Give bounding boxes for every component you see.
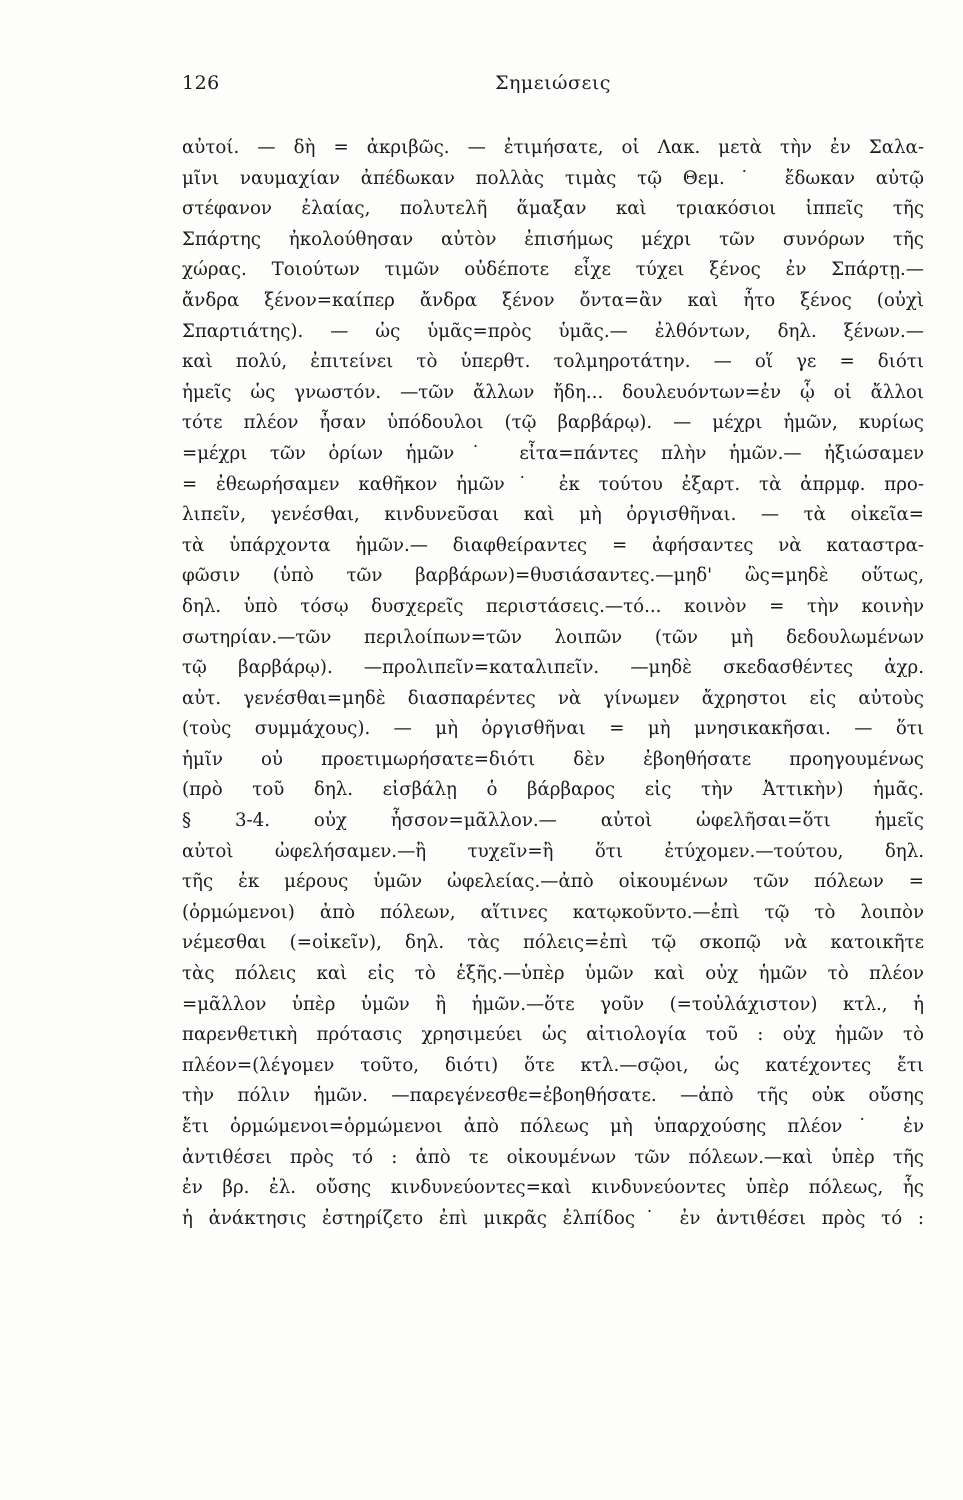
text-line: καὶ πολύ, ἐπιτείνει τὸ ὑπερθτ. τολμηροτάτην. — οἵ γε = διότι (182, 351, 924, 373)
text-line: λιπεῖν, γενέσθαι, κινδυνεῦσαι καὶ μὴ ὀργισθῆναι. — τὰ οἰκεῖα= (182, 504, 924, 526)
text-line: ἀντιθέσει πρὸς τό : ἀπὸ τε οἰκουμένων τῶν πόλεων.—καὶ ὑπὲρ τῆς (182, 1146, 924, 1168)
text-line: πλέον=(λέγομεν τοῦτο, διότι) ὅτε κτλ.—σῷοι, ὡς κατέχοντες ἔτι (182, 1054, 924, 1076)
text-line: νέμεσθαι (=οἰκεῖν), δηλ. τὰς πόλεις=ἐπὶ τῷ σκοπῷ νὰ κατοικῆτε (182, 932, 924, 954)
page-number: 126 (182, 72, 220, 94)
text-line: ἡμῖν οὐ προετιμωρήσατε=διότι δὲν ἐβοηθήσατε προηγουμένως (182, 748, 924, 770)
text-line: φῶσιν (ὑπὸ τῶν βαρβάρων)=θυσιάσαντες.—μηδ' ὣς=μηδὲ οὕτως, (182, 565, 924, 587)
text-line: Σπαρτιάτης). — ὡς ὑμᾶς=πρὸς ὑμᾶς.— ἐλθόντων, δηλ. ξένων.— (182, 320, 924, 342)
text-line: = ἐθεωρήσαμεν καθῆκον ἡμῶν˙ ἐκ τούτου ἐξαρτ. τὰ ἀπρμφ. προ- (182, 473, 924, 495)
text-line: μῖνι ναυμαχίαν ἀπέδωκαν πολλὰς τιμὰς τῷ Θεμ.˙ ἔδωκαν αὐτῷ (182, 167, 924, 189)
text-line: ἄνδρα ξένον=καίπερ ἄνδρα ξένον ὄντα=ἂν καὶ ἦτο ξένος (οὐχὶ (182, 289, 924, 311)
text-line: (τοὺς συμμάχους). — μὴ ὀργισθῆναι = μὴ μνησικακῆσαι. — ὅτι (182, 718, 924, 740)
text-line: τὴν πόλιν ἡμῶν. —παρεγένεσθε=ἐβοηθήσατε. —ἀπὸ τῆς οὐκ οὔσης (182, 1085, 924, 1107)
text-line: τῷ βαρβάρῳ). —προλιπεῖν=καταλιπεῖν. —μηδὲ σκεδασθέντες ἀχρ. (182, 657, 924, 679)
notes-body (182, 133, 924, 1234)
text-line: τῆς ἐκ μέρους ὑμῶν ὠφελείας.—ἀπὸ οἰκουμένων τῶν πόλεων = (182, 871, 924, 893)
text-line: αὐτοί. — δὴ = ἀκριβῶς. — ἐτιμήσατε, οἱ Λακ. μετὰ τὴν ἐν Σαλα- (182, 137, 924, 158)
text-line: ἔτι ὁρμώμενοι=ὁρμώμενοι ἀπὸ πόλεως μὴ ὑπαρχούσης πλέον˙ ἐν (182, 1116, 924, 1137)
text-line: ἡμεῖς ὡς γνωστόν. —τῶν ἄλλων ἤδη... δουλευόντων=ἐν ᾧ οἱ ἄλλοι (182, 381, 924, 403)
text-line: τὰς πόλεις καὶ εἰς τὸ ἑξῆς.—ὑπὲρ ὑμῶν καὶ οὐχ ἡμῶν τὸ πλέον (182, 963, 924, 985)
text-line: (πρὸ τοῦ δηλ. εἰσβάλῃ ὁ βάρβαρος εἰς τὴν Ἀττικὴν) ἡμᾶς. (182, 779, 924, 801)
text-line: χώρας. Τοιούτων τιμῶν οὐδέποτε εἶχε τύχει ξένος ἐν Σπάρτῃ.— (182, 259, 924, 281)
text-line: Σπάρτης ἠκολούθησαν αὐτὸν ἐπισήμως μέχρι τῶν συνόρων τῆς (182, 228, 924, 250)
text-line: τότε πλέον ἦσαν ὑπόδουλοι (τῷ βαρβάρῳ). — μέχρι ἡμῶν, κυρίως (182, 412, 924, 434)
text-line: =μέχρι τῶν ὁρίων ἡμῶν˙ εἶτα=πάντες πλὴν ἡμῶν.— ἠξιώσαμεν (182, 442, 924, 464)
text-line: τὰ ὑπάρχοντα ἡμῶν.— διαφθείραντες = ἀφήσαντες νὰ καταστρα- (182, 534, 924, 556)
page-header (182, 72, 924, 102)
text-line: στέφανον ἐλαίας, πολυτελῆ ἅμαξαν καὶ τριακόσιοι ἱππεῖς τῆς (182, 198, 924, 220)
text-line: αὐτ. γενέσθαι=μηδὲ διασπαρέντες νὰ γίνωμεν ἄχρηστοι εἰς αὐτοὺς (182, 687, 924, 709)
text-line: (ὁρμώμενοι) ἀπὸ πόλεων, αἵτινες κατῳκοῦντο.—ἐπὶ τῷ τὸ λοιπὸν (182, 901, 924, 923)
text-line: δηλ. ὑπὸ τόσῳ δυσχερεῖς περιστάσεις.—τό... κοινὸν = τὴν κοινὴν (182, 595, 924, 617)
running-title: Σημειώσεις (495, 72, 611, 94)
text-line: ἡ ἀνάκτησις ἐστηρίζετο ἐπὶ μικρᾶς ἐλπίδος˙ ἐν ἀντιθέσει πρὸς τό : (182, 1207, 924, 1229)
text-line: § 3-4. οὐχ ἧσσον=μᾶλλον.— αὐτοὶ ὠφελῆσαι=ὅτι ἡμεῖς (182, 810, 924, 832)
text-line: ἐν βρ. ἐλ. οὔσης κινδυνεύοντες=καὶ κινδυνεύοντες ὑπὲρ πόλεως, ἧς (182, 1177, 924, 1199)
text-line: παρενθετικὴ πρότασις χρησιμεύει ὡς αἰτιολογία τοῦ : οὐχ ἡμῶν τὸ (182, 1024, 924, 1046)
text-line: αὐτοὶ ὠφελήσαμεν.—ἢ τυχεῖν=ἢ ὅτι ἐτύχομεν.—τούτου, δηλ. (182, 840, 924, 862)
text-line: σωτηρίαν.—τῶν περιλοίπων=τῶν λοιπῶν (τῶν μὴ δεδουλωμένων (182, 626, 924, 648)
text-line: =μᾶλλον ὑπὲρ ὑμῶν ἢ ἡμῶν.—ὅτε γοῦν (=τοὐλάχιστον) κτλ., ἡ (182, 993, 924, 1015)
